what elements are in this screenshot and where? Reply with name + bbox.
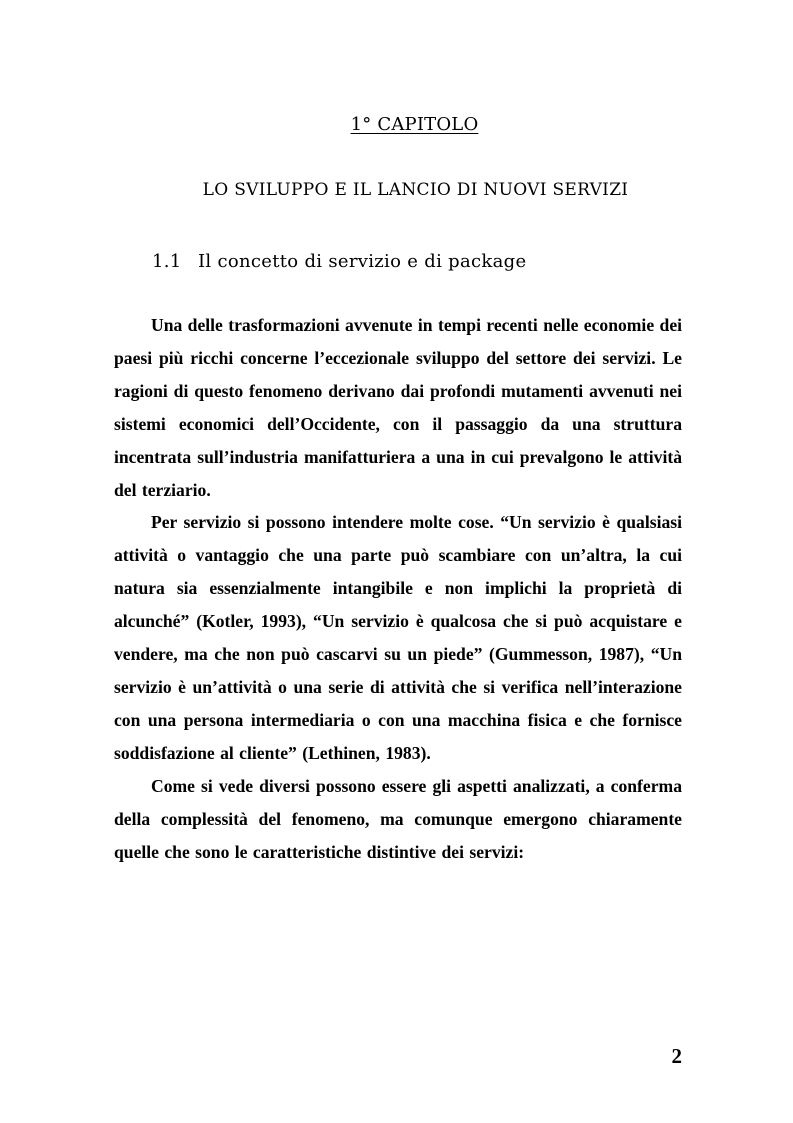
chapter-title: LO SVILUPPO E IL LANCIO DI NUOVI SERVIZI [202,180,629,200]
page-number: 2 [671,1044,682,1068]
paragraph-intro: Una delle trasformazioni avvenute in tempi recenti nelle economie dei paesi più ricchi concerne l’eccezionale sviluppo del settore dei servizi. Le ragioni di questo fenomeno derivano dai profondi mutamenti avvenuti nei sistemi economici dell’Occidente, con il passaggio da una struttura incentrata sull’industria manifatturiera a una in cui prevalgono le attività del terziario. [114,315,683,500]
paragraph-definitions: Per servizio si possono intendere molte cose. “Un servizio è qualsiasi attività o vantaggio che una parte può scambiare con un’altra, la cui natura sia essenzialmente intangibile e non implichi la proprietà di alcunché” (Kotler, 1993), “Un servizio è qualcosa che si può acquistare e vendere, ma che non può cascarvi su un piede” (Gummesson, 1987), “Un servizio è un’attività o una serie di attività che si verifica nell’interazione con una persona intermediaria o con una macchina fisica e che fornisce soddisfazione al cliente” (Lethinen, 1983). [114,512,682,763]
section-title: Il concetto di servizio e di package [198,251,527,272]
chapter-label: 1° CAPITOLO [350,114,479,135]
paragraph-characteristics: Come si vede diversi possono essere gli aspetti analizzati, a conferma della complessità del fenomeno, ma comunque emergono chiaramente quelle che sono le caratteristiche distintive dei servizi: [114,775,682,862]
section-heading [152,251,526,272]
section-number: 1.1 [152,251,182,272]
body-text [114,309,682,868]
